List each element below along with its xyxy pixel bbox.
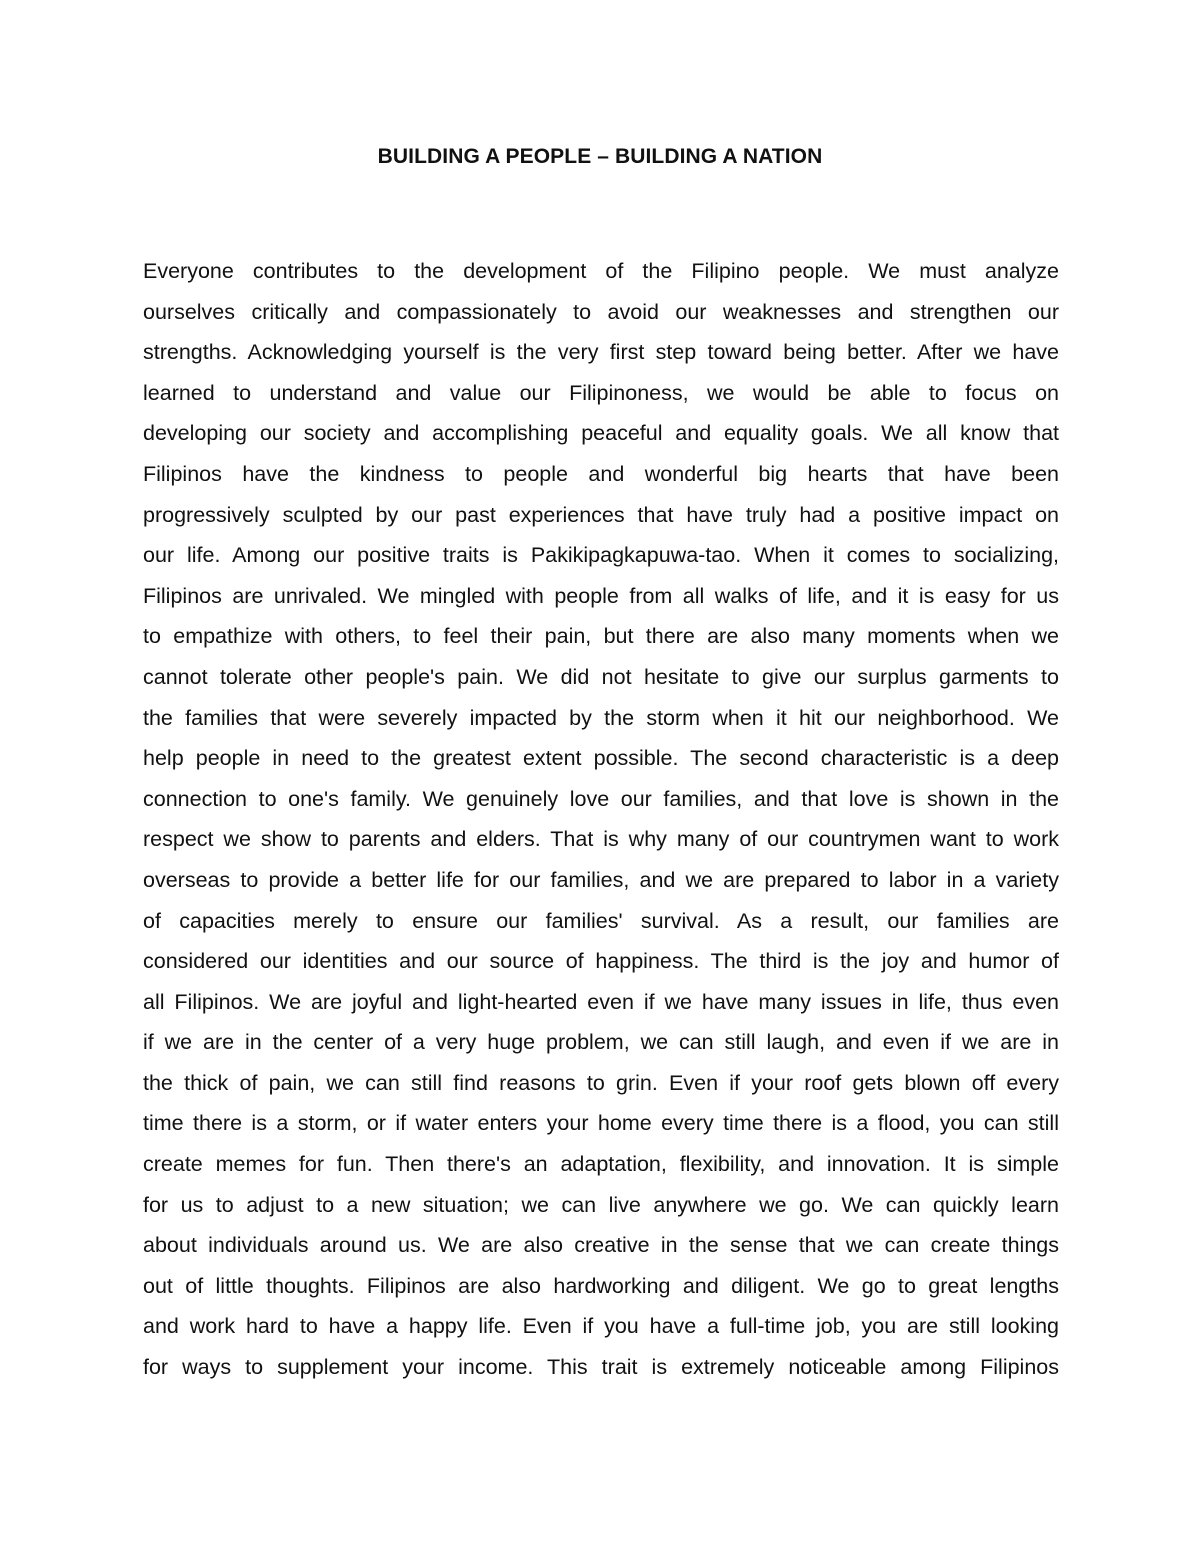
body-line: for ways to supplement your income. This trait is extremely noticeable among Filipinos <box>143 1355 1059 1380</box>
body-line: time there is a storm, or if water enters your home every time there is a flood, you can still <box>143 1111 1059 1136</box>
body-line: cannot tolerate other people's pain. We did not hesitate to give our surplus garments to <box>143 664 1059 689</box>
body-line: developing our society and accomplishing peaceful and equality goals. We all know that <box>143 421 1059 446</box>
body-line: the thick of pain, we can still find reasons to grin. Even if your roof gets blown off every <box>143 1070 1059 1095</box>
body-line: progressively sculpted by our past experiences that have truly had a positive impact on <box>143 502 1059 527</box>
body-line: all Filipinos. We are joyful and light-hearted even if we have many issues in life, thus even <box>143 989 1059 1014</box>
body-line: our life. Among our positive traits is Pakikipagkapuwa-tao. When it comes to socializing, <box>143 543 1059 568</box>
body-line: learned to understand and value our Filipinoness, we would be able to focus on <box>143 380 1059 405</box>
body-line: of capacities merely to ensure our families' survival. As a result, our families are <box>143 908 1059 933</box>
body-line: if we are in the center of a very huge problem, we can still laugh, and even if we are in <box>143 1030 1059 1055</box>
body-line: help people in need to the greatest extent possible. The second characteristic is a deep <box>143 746 1059 771</box>
body-line: connection to one's family. We genuinely love our families, and that love is shown in the <box>143 786 1059 811</box>
body-line: the families that were severely impacted by the storm when it hit our neighborhood. We <box>143 705 1059 730</box>
body-line: about individuals around us. We are also creative in the sense that we can create things <box>143 1233 1059 1258</box>
body-line: to empathize with others, to feel their pain, but there are also many moments when we <box>143 624 1059 649</box>
body-line: Filipinos are unrivaled. We mingled with people from all walks of life, and it is easy for us <box>143 583 1059 608</box>
document-title: BUILDING A PEOPLE – BUILDING A NATION <box>377 145 823 168</box>
body-line: out of little thoughts. Filipinos are also hardworking and diligent. We go to great lengths <box>143 1273 1059 1298</box>
body-line: respect we show to parents and elders. That is why many of our countrymen want to work <box>143 827 1059 852</box>
body-line: strengths. Acknowledging yourself is the very first step toward being better. After we have <box>143 340 1059 365</box>
body-line: create memes for fun. Then there's an adaptation, flexibility, and innovation. It is simple <box>143 1152 1059 1177</box>
body-line: Everyone contributes to the development of the Filipino people. We must analyze <box>143 259 1059 283</box>
body-line: considered our identities and our source of happiness. The third is the joy and humor of <box>143 949 1059 974</box>
document-body <box>143 251 1059 1388</box>
body-line: Filipinos have the kindness to people and wonderful big hearts that have been <box>143 461 1059 486</box>
body-line: overseas to provide a better life for our families, and we are prepared to labor in a variety <box>143 867 1059 892</box>
body-line: for us to adjust to a new situation; we can live anywhere we go. We can quickly learn <box>143 1192 1059 1217</box>
body-line: ourselves critically and compassionately to avoid our weaknesses and strengthen our <box>143 299 1059 324</box>
body-line: and work hard to have a happy life. Even if you have a full-time job, you are still looking <box>143 1314 1059 1339</box>
